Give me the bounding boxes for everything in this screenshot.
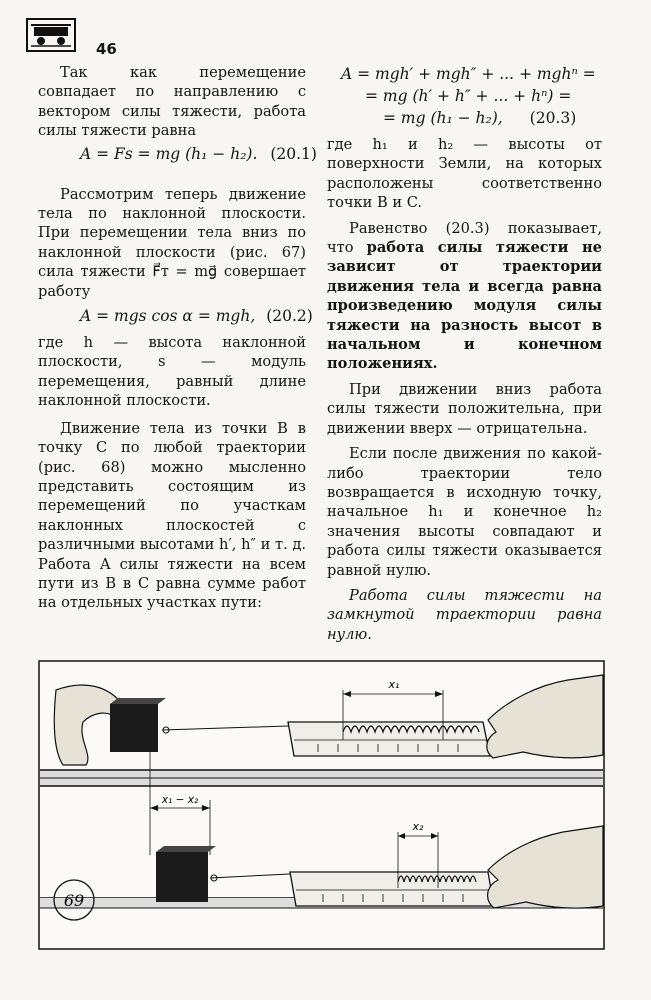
figure-drawing [38, 660, 605, 950]
formula-text: A = mgs cos α = mgh, [80, 307, 256, 326]
label-x1-minus-x2: x₁ − x₂ [161, 794, 199, 806]
formula-text: = mg (h₁ − h₂), [383, 109, 503, 127]
formula-number: (20.2) [266, 307, 313, 326]
formula-20-1 [38, 143, 317, 165]
paragraph: где h — высота наклонной плоскости, s — модуль перемещения, равный длине наклонной плоскости. [38, 334, 306, 410]
block [110, 704, 158, 752]
right-column [327, 63, 602, 644]
paragraph: Рассмотрим теперь движение тела по наклонной плоскости. При перемещении тела вниз по наклонной плоскости (рис. 67) сила тяжести F⃗т = mg⃗ совершает работу [38, 185, 306, 300]
bold-statement: работа силы тяжести не зависит от траектории движения тела и всегда равна произведению модуля силы тяжести на разность высот в начальном и конечном положениях. [327, 239, 602, 373]
left-column [38, 63, 317, 613]
formula-20-3-line2: = mg (h′ + h″ + ... + hⁿ) = [365, 87, 572, 105]
formula-number: (20.3) [529, 109, 577, 127]
paragraph: При движении вниз работа силы тяжести положительна, при движении вверх — отрицательна. [327, 380, 602, 437]
italic-conclusion: Работа силы тяжести на замкнутой траектории равна нулю. [327, 586, 602, 643]
cart-icon [26, 18, 76, 52]
paragraph: Движение тела из точки B в точку C по любой траектории (рис. 68) можно мысленно представить состоящим из перемещений по участкам наклонных плоскостей с различными высотами h′, h″ и т. д. Работа A силы тяжести на всем пути из B в C равна сумме работ на отдельных участках пути: [38, 419, 306, 612]
figure-69 [38, 660, 605, 950]
paragraph [327, 219, 602, 374]
page-number: 46 [96, 40, 117, 58]
paragraph-lead: Равенство (20.3) показывает, что [327, 219, 602, 257]
formula-20-3-line3 [327, 107, 602, 129]
paragraph: где h₁ и h₂ — высоты от поверхности Земли, на которых расположены соответственно точки B и C. [327, 136, 602, 212]
formula-20-2 [38, 305, 313, 327]
label-x2: x₂ [412, 820, 424, 833]
formula-20-3-line1: A = mgh′ + mgh″ + ... + mghⁿ = [341, 65, 596, 83]
formula-text: A = Fs = mg (h₁ − h₂). [80, 144, 258, 163]
label-x1: x₁ [388, 678, 400, 691]
paragraph: Если после движения по какой-либо траектории тело возвращается в исходную точку, начальное h₁ и конечное h₂ значения высоты совпадают и работа силы тяжести оказывается равной нулю. [327, 445, 602, 579]
figure-number: 69 [63, 891, 85, 910]
block [156, 852, 208, 902]
paragraph: Так как перемещение совпадает по направлению с вектором силы тяжести, работа силы тяжести равна [38, 64, 306, 140]
formula-number: (20.1) [270, 144, 317, 163]
